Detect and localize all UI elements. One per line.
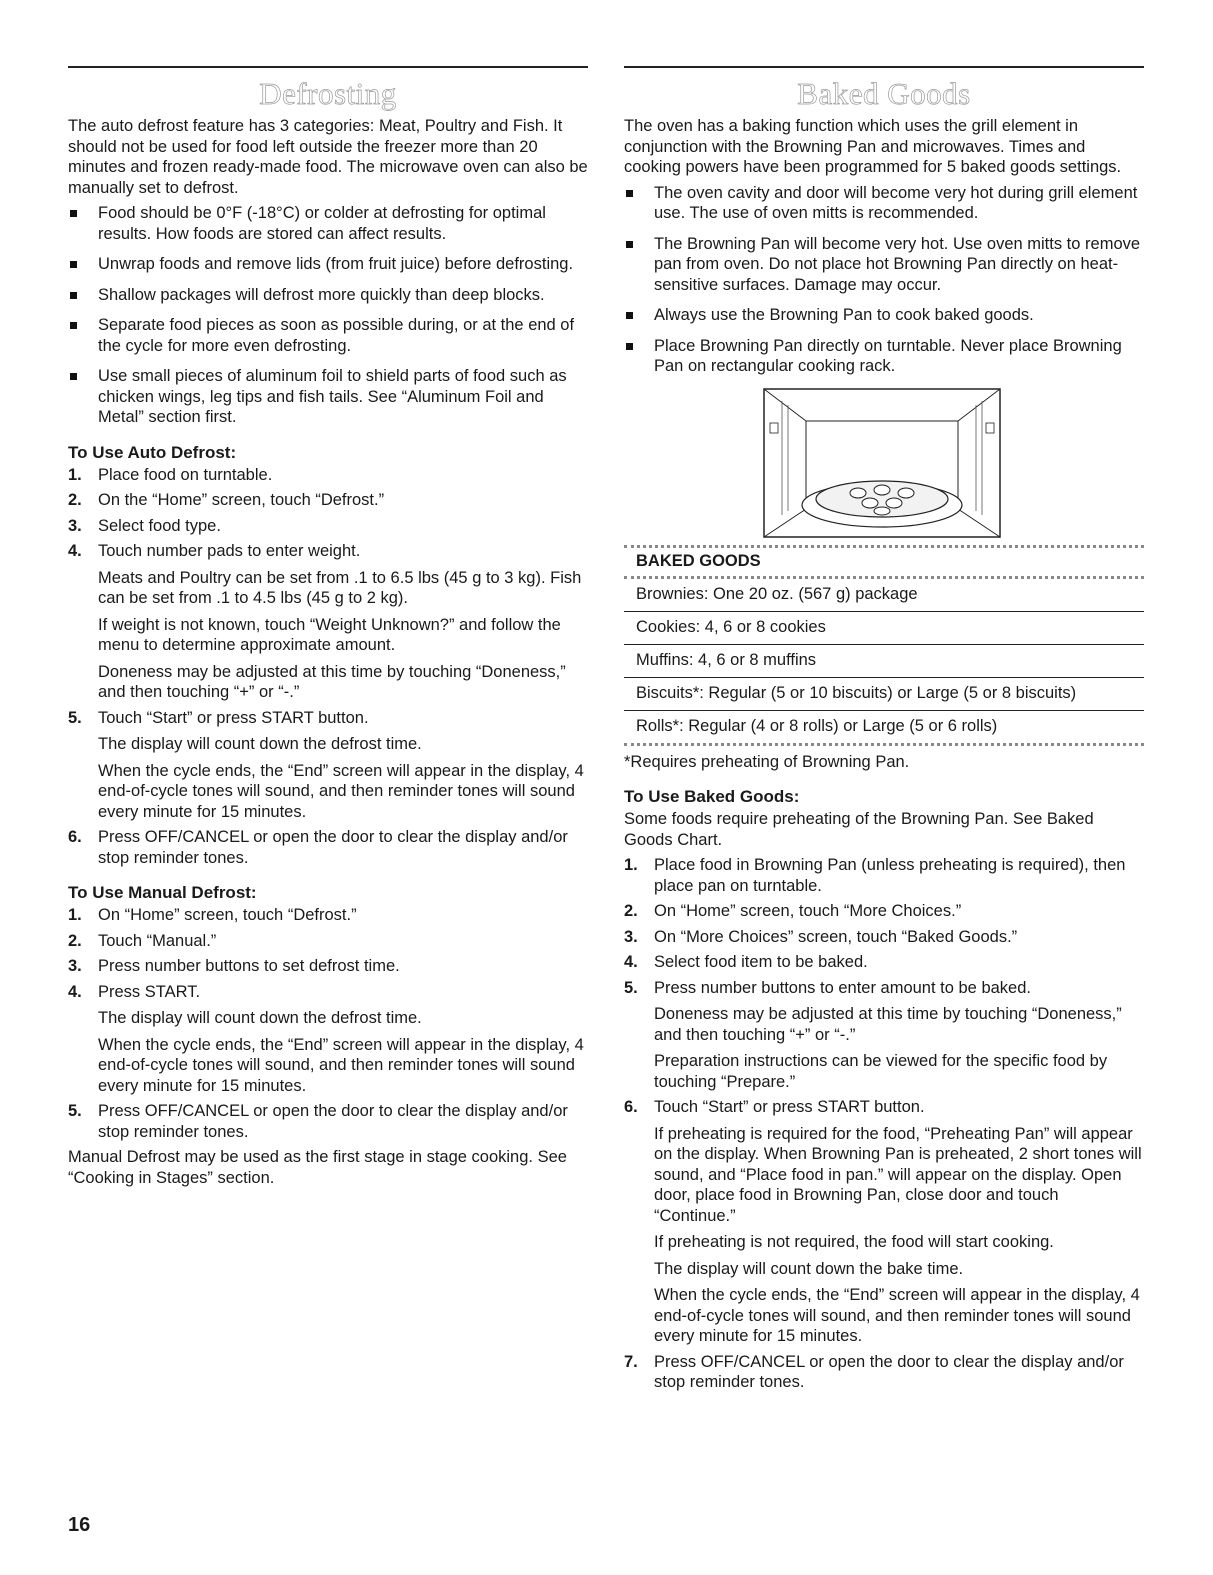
auto-defrost-title: To Use Auto Defrost: <box>68 442 237 462</box>
bullet-square-icon <box>70 210 77 217</box>
list-item: The Browning Pan will become very hot. Use oven mitts to remove pan from oven. Do not place hot Browning Pan directly on heat-sensitive surfaces. Damage may occur. <box>624 234 1144 296</box>
step-item: 7. Press OFF/CANCEL or open the door to clear the display and/or stop reminder tones. <box>624 1352 1124 1391</box>
step-detail: When the cycle ends, the “End” screen will appear in the display, 4 end-of-cycle tones will sound, and then reminder tones will sound every minute for 15 minutes. <box>98 761 584 821</box>
step-detail: The display will count down the bake time. <box>654 1259 964 1278</box>
browning-pan-illustration <box>762 387 1002 539</box>
list-item: The oven cavity and door will become very hot during grill element use. The use of oven mitts is recommended. <box>624 183 1144 224</box>
step-item: 1. On “Home” screen, touch “Defrost.” <box>68 906 357 924</box>
baked-goods-intro: The oven has a baking function which uses the grill element in conjunction with the Browning Pan and microwaves. Times and cooking powers have been programmed for 5 baked goods settings. <box>624 117 1122 176</box>
chart-title: BAKED GOODS <box>624 548 1144 579</box>
step-item: 2. On “Home” screen, touch “More Choices.” <box>624 902 962 920</box>
manual-defrost-title: To Use Manual Defrost: <box>68 883 257 902</box>
defrosting-tips-list <box>68 203 588 428</box>
step-detail: The display will count down the defrost time. <box>98 735 422 753</box>
step-detail: The display will count down the defrost time. <box>98 1009 422 1027</box>
table-row: Biscuits*: Regular (5 or 10 biscuits) or Large (5 or 8 biscuits) <box>624 678 1144 711</box>
step-item: 5. Press OFF/CANCEL or open the door to clear the display and/or stop reminder tones. <box>68 1102 568 1141</box>
auto-defrost-steps <box>68 465 588 869</box>
page-number: 16 <box>68 1514 91 1536</box>
step-item: 2. On the “Home” screen, touch “Defrost.” <box>68 491 385 509</box>
table-row: Brownies: One 20 oz. (567 g) package <box>624 579 1144 612</box>
step-item: 3. On “More Choices” screen, touch “Baked Goods.” <box>624 927 1018 946</box>
table-row: Cookies: 4, 6 or 8 cookies <box>624 612 1144 645</box>
step-item: 6. Press OFF/CANCEL or open the door to clear the display and/or stop reminder tones. <box>68 828 568 867</box>
baked-goods-steps <box>624 855 1144 1393</box>
bullet-square-icon <box>626 241 633 248</box>
oven-with-browning-pan-icon <box>762 387 1002 539</box>
step-item: 3. Select food type. <box>68 516 221 535</box>
baked-goods-tips-list <box>624 183 1144 377</box>
step-detail: Preparation instructions can be viewed for the specific food by touching “Prepare.” <box>654 1052 1108 1091</box>
step-item: 4. Touch number pads to enter weight. Meats and Poultry can be set from .1 to 6.5 lbs (45 g to 3 kg). Fish can be set from .1 to 4.5 lbs (45 g to 2 kg). If weight is not known, touch “Weight Unknown?” and follow the menu to determine approximate amount. Doneness may be adjusted at this time by touching “Doneness,” and then touching “+” or “-.” <box>68 541 588 703</box>
bullet-square-icon <box>626 343 633 350</box>
list-item: Use small pieces of aluminum foil to shield parts of food such as chicken wings, leg tips and fish tails. See “Aluminum Foil and Metal” section first. <box>68 366 588 428</box>
section-rule <box>68 66 588 68</box>
use-baked-goods-intro: Some foods require preheating of the Browning Pan. See Baked Goods Chart. <box>624 810 1094 849</box>
table-row: Rolls*: Regular (4 or 8 rolls) or Large (5 or 6 rolls) <box>624 711 1144 746</box>
list-item: Food should be 0°F (-18°C) or colder at defrosting for optimal results. How foods are stored can affect results. <box>68 203 588 244</box>
step-detail: Doneness may be adjusted at this time by touching “Doneness,” and then touching “+” or “-.” <box>654 1005 1122 1044</box>
step-item: 4. Select food item to be baked. <box>624 953 868 971</box>
step-item: 5. Touch “Start” or press START button. The display will count down the defrost time. When the cycle ends, the “End” screen will appear in the display, 4 end-of-cycle tones will sound, and then reminder tones will sound every minute for 15 minutes. <box>68 708 588 823</box>
step-detail: If preheating is not required, the food will start cooking. <box>654 1233 1054 1251</box>
step-detail: If weight is not known, touch “Weight Unknown?” and follow the menu to determine approximate amount. <box>98 615 561 654</box>
table-row: Muffins: 4, 6 or 8 muffins <box>624 645 1144 678</box>
list-item: Unwrap foods and remove lids (from fruit juice) before defrosting. <box>68 254 588 275</box>
list-item: Shallow packages will defrost more quickly than deep blocks. <box>68 285 588 306</box>
bullet-square-icon <box>70 292 77 299</box>
baked-goods-heading: Baked Goods <box>797 76 971 111</box>
step-detail: Doneness may be adjusted at this time by touching “Doneness,” and then touching “+” or “-.” <box>98 662 566 701</box>
bullet-square-icon <box>70 373 77 380</box>
step-item: 3. Press number buttons to set defrost time. <box>68 957 400 975</box>
defrosting-section <box>68 66 588 1188</box>
step-item: 1. Place food on turntable. <box>68 465 273 484</box>
chart-footnote: *Requires preheating of Browning Pan. <box>624 752 910 771</box>
step-detail: When the cycle ends, the “End” screen will appear in the display, 4 end-of-cycle tones will sound, and then reminder tones will sound every minute for 15 minutes. <box>98 1035 584 1095</box>
step-item: 5. Press number buttons to enter amount to be baked. Doneness may be adjusted at this time by touching “Doneness,” and then touching “+” or “-.” Preparation instructions can be viewed for the specific food by touching “Prepare.” <box>624 978 1144 1093</box>
step-item: 1. Place food in Browning Pan (unless preheating is required), then place pan on turntable. <box>624 856 1126 895</box>
baked-goods-section <box>624 66 1144 1398</box>
bullet-square-icon <box>70 261 77 268</box>
manual-defrost-steps <box>68 905 588 1142</box>
step-detail: When the cycle ends, the “End” screen will appear in the display, 4 end-of-cycle tones will sound, and then reminder tones will sound every minute for 15 minutes. <box>654 1286 1140 1345</box>
list-item: Always use the Browning Pan to cook baked goods. <box>624 305 1144 326</box>
list-item: Place Browning Pan directly on turntable. Never place Browning Pan on rectangular cooking rack. <box>624 336 1144 377</box>
step-item: 4. Press START. The display will count down the defrost time. When the cycle ends, the “End” screen will appear in the display, 4 end-of-cycle tones will sound, and then reminder tones will sound every minute for 15 minutes. <box>68 982 588 1097</box>
section-rule <box>624 66 1144 68</box>
bullet-square-icon <box>70 322 77 329</box>
use-baked-goods-title: To Use Baked Goods: <box>624 787 800 806</box>
defrosting-heading: Defrosting <box>259 76 397 111</box>
step-detail: If preheating is required for the food, “Preheating Pan” will appear on the display. When Browning Pan is preheated, 2 short tones will sound, and “Place food in pan.” will appear on the display. Open door, place food in Browning Pan, close door and touch “Continue.” <box>654 1124 1142 1225</box>
manual-defrost-note: Manual Defrost may be used as the first stage in stage cooking. See “Cooking in Stages” section. <box>68 1148 567 1187</box>
bullet-square-icon <box>626 312 633 319</box>
bullet-square-icon <box>626 190 633 197</box>
step-detail: Meats and Poultry can be set from .1 to 6.5 lbs (45 g to 3 kg). Fish can be set from .1 to 4.5 lbs (45 g to 2 kg). <box>98 568 582 607</box>
baked-goods-chart <box>624 545 1144 746</box>
step-item: 2. Touch “Manual.” <box>68 931 217 950</box>
defrosting-intro: The auto defrost feature has 3 categories: Meat, Poultry and Fish. It should not be used for food left outside the freezer more than 20 minutes and frozen ready-made food. The microwave oven can also be manually set to defrost. <box>68 117 588 197</box>
step-item: 6. Touch “Start” or press START button. If preheating is required for the food, “Preheating Pan” will appear on the display. When Browning Pan is preheated, 2 short tones will sound, and “Place food in pan.” will appear on the display. Open door, place food in Browning Pan, close door and touch “Continue.” If preheating is not required, the food will start cooking. The display will count down the bake time. When the cycle ends, the “End” screen will appear in the display, 4 end-of-cycle tones will sound, and then reminder tones will sound every minute for 15 minutes. <box>624 1097 1144 1347</box>
list-item: Separate food pieces as soon as possible during, or at the end of the cycle for more even defrosting. <box>68 315 588 356</box>
